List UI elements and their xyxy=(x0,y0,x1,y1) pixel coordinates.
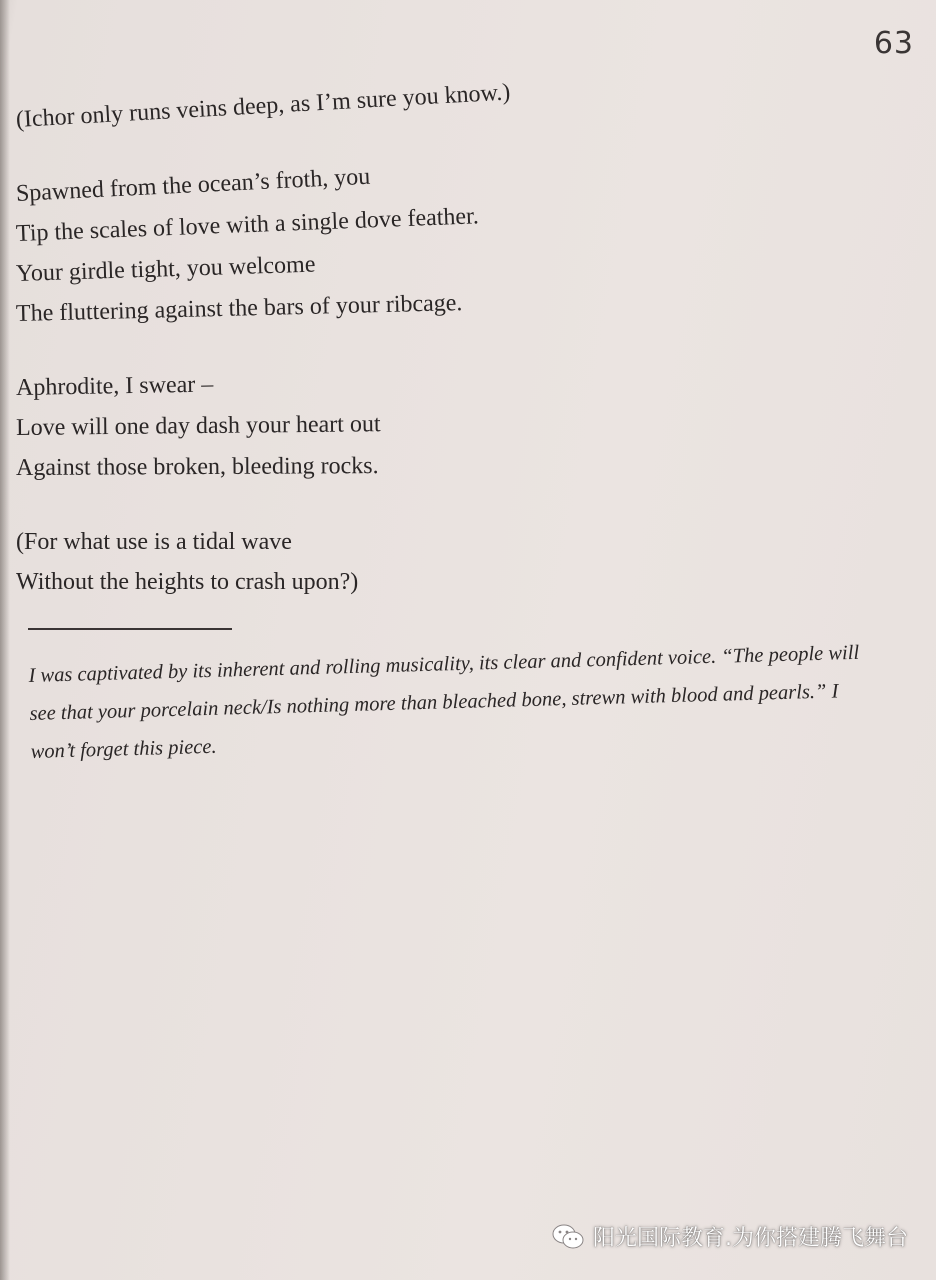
page-number: 63 xyxy=(873,26,914,61)
watermark-text: 阳光国际教育.为你搭建腾飞舞台 xyxy=(593,1226,908,1251)
stanza-1 xyxy=(15,79,896,140)
poem-line: Your girdle tight, you welcome xyxy=(15,251,316,287)
wechat-icon xyxy=(551,1222,585,1252)
watermark xyxy=(551,1221,908,1252)
page-edge-shadow xyxy=(0,0,10,1280)
poem-line: Love will one day dash your heart out xyxy=(15,411,381,441)
poem-line: Aphrodite, I swear – xyxy=(15,371,214,401)
footnote-divider xyxy=(28,628,232,630)
poem-line: The fluttering against the bars of your ribcage. xyxy=(15,290,463,327)
poem-line: (For what use is a tidal wave xyxy=(16,529,292,555)
poem-line: Without the heights to crash upon?) xyxy=(16,569,359,595)
poem xyxy=(15,79,896,636)
stanza-3 xyxy=(16,368,896,488)
poem-line: Tip the scales of love with a single dove feather. xyxy=(15,203,480,247)
poem-line: (Ichor only runs veins deep, as I’m sure you know.) xyxy=(15,79,511,133)
judge-commentary: I was captivated by its inherent and rolling musicality, its clear and confident voice. “The people will see that your porcelain neck/Is nothing more than bleached bone, strewn with blood and pearls.” I won’t forget this piece. xyxy=(28,641,860,763)
poem-line: Spawned from the ocean’s froth, you xyxy=(15,163,371,207)
poem-line: Against those broken, bleeding rocks. xyxy=(15,453,379,481)
stanza-4 xyxy=(16,522,896,602)
stanza-2 xyxy=(15,163,896,334)
